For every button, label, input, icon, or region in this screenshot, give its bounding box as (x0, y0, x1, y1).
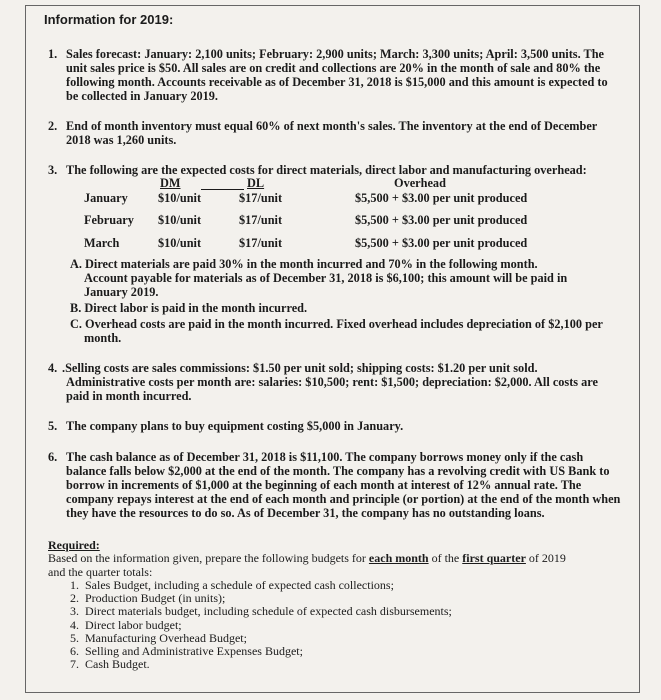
item-4-line: .Selling costs are sales commissions: $1.50 per unit sold; shipping costs: $1.20 per unit sold. (62, 361, 538, 375)
item-5-text: The company plans to buy equipment costing $5,000 in January. (66, 419, 404, 433)
cost-row-month: January (84, 191, 128, 205)
cost-row-overhead: $5,500 + $3.00 per unit produced (355, 213, 528, 227)
list-number: 2. (70, 591, 79, 606)
item-2-line: End of month inventory must equal 60% of next month's sales. The inventory at the end of December (66, 119, 598, 133)
item-3c-line: month. (84, 331, 122, 345)
item-1-line: following month. Accounts receivable as of December 31, 2018 is $15,000 and this amount is expected to (66, 75, 608, 89)
required-intro-text: of the (431, 551, 460, 565)
item-3a-line: A. Direct materials are paid 30% in the month incurred and 70% in the following month. (70, 257, 538, 271)
list-text: Manufacturing Overhead Budget; (85, 630, 247, 645)
cost-row-overhead: $5,500 + $3.00 per unit produced (355, 236, 528, 250)
required-intro-text: of 2019 (528, 551, 566, 565)
list-text: Sales Budget, including a schedule of expected cash collections; (85, 578, 394, 592)
list-number: 5. (70, 630, 79, 645)
list-number: 4. (70, 617, 79, 632)
item-3a-line: Account payable for materials as of December 31, 2018 is $6,100; this amount will be paid in (84, 271, 568, 285)
cost-row-month: March (84, 236, 120, 250)
list-number: 1. (70, 578, 79, 592)
cost-row-dl: $17/unit (239, 191, 283, 205)
item-1-number: 1. (48, 47, 58, 61)
list-text: Cash Budget. (85, 657, 150, 672)
cost-row-month: February (84, 213, 134, 227)
cost-row-dl: $17/unit (239, 213, 283, 227)
item-1-line: unit sales price is $50. All sales are on credit and collections are 20% in the month of sale and 80% the (66, 61, 601, 75)
cost-row-overhead: $5,500 + $3.00 per unit produced (355, 191, 528, 205)
list-text: Production Budget (in units); (85, 591, 226, 606)
list-text: Direct labor budget; (85, 617, 182, 632)
item-6-line: company repays interest at the end of each month and principle (or portion) at the end of the month when (66, 492, 621, 506)
required-list-item (70, 658, 452, 671)
item-6-line: they have the resources to do so. As of December 31, the company has no outstanding loans. (66, 506, 545, 520)
header-dl: DL (247, 176, 265, 190)
item-4-line: Administrative costs per month are: salaries: $10,500; rent: $1,500; depreciation: $2,000. All costs are (66, 375, 599, 389)
list-number: 7. (70, 657, 79, 672)
item-1-line: be collected in January 2019. (66, 89, 218, 103)
item-6-line: The cash balance as of December 31, 2018 is $11,100. The company borrows money only if the cash (66, 450, 584, 464)
item-3a-line: January 2019. (84, 285, 159, 299)
item-6-line: balance falls below $2,000 at the end of the month. The company has a revolving credit with US Bank to (66, 464, 610, 478)
list-number: 6. (70, 643, 79, 658)
item-5-number: 5. (48, 419, 58, 433)
item-4-line: paid in month incurred. (66, 389, 192, 403)
cost-row-dl: $17/unit (239, 236, 283, 250)
required-intro-emphasis: each month (368, 551, 429, 565)
item-6-number: 6. (48, 450, 58, 464)
item-2-line: 2018 was 1,260 units. (66, 133, 177, 147)
cost-row-dm: $10/unit (158, 213, 202, 227)
item-1-line: Sales forecast: January: 2,100 units; February: 2,900 units; March: 3,300 units; April: 3,500 units. The (66, 47, 605, 61)
header-overhead: Overhead (394, 176, 446, 190)
required-list (70, 579, 452, 671)
item-3-number: 3. (48, 163, 58, 177)
required-intro-emphasis: first quarter (462, 551, 526, 565)
header-rule (201, 189, 244, 190)
item-3b: B. Direct labor is paid in the month incurred. (70, 301, 308, 315)
cost-row-dm: $10/unit (158, 191, 202, 205)
document-title: Information for 2019: (44, 12, 174, 27)
item-3-intro: The following are the expected costs for direct materials, direct labor and manufacturing overhead: (66, 163, 587, 177)
item-6-line: borrow in increments of $1,000 at the beginning of each month at interest of 12% annual rate. The (66, 478, 582, 492)
list-number: 3. (70, 604, 79, 619)
cost-row-dm: $10/unit (158, 236, 202, 250)
required-intro-text: Based on the information given, prepare the following budgets for (48, 551, 366, 565)
list-text: Selling and Administrative Expenses Budget; (85, 643, 303, 658)
required-intro (48, 551, 566, 565)
item-4-number: 4. (48, 361, 58, 375)
required-intro-line2: and the quarter totals: (48, 565, 153, 579)
required-heading: Required: (48, 538, 100, 552)
header-dm: DM (160, 176, 181, 190)
item-3c-line: C. Overhead costs are paid in the month incurred. Fixed overhead includes depreciation of $2,100 per (70, 317, 603, 331)
list-text: Direct materials budget, including schedule of expected cash disbursements; (85, 604, 452, 619)
item-2-number: 2. (48, 119, 58, 133)
